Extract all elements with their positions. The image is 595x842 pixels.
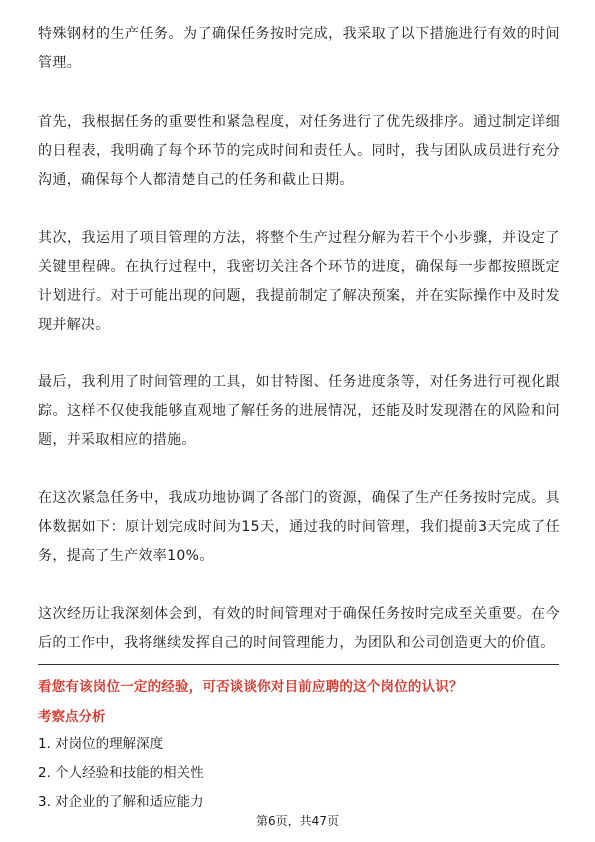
paragraph-conclusion: 这次经历让我深刻体会到，有效的时间管理对于确保任务按时完成至关重要。在今后的工作中，我将继续发挥自己的时间管理能力，为团队和公司创造更大的价值。	[38, 606, 560, 651]
paragraph-second: 其次，我运用了项目管理的方法，将整个生产过程分解为若干个小步骤，并设定了关键里程碑。在执行过程中，我密切关注各个环节的进度，确保每一步都按照既定计划进行。对于可能出现的问题，我提前制定了解决预案，并在实际操作中及时发现并解决。	[38, 230, 560, 333]
list-item: 1. 对岗位的理解深度	[38, 736, 164, 752]
list-item: 2. 个人经验和技能的相关性	[38, 765, 204, 781]
page-number: 第6页，共47页	[256, 814, 339, 828]
paragraph-intro: 特殊钢材的生产任务。为了确保任务按时完成，我采取了以下措施进行有效的时间管理。	[38, 26, 560, 71]
paragraph-results: 在这次紧急任务中，我成功地协调了各部门的资源，确保了生产任务按时完成。具体数据如下：原计划完成时间为15天，通过我的时间管理，我们提前3天完成了任务，提高了生产效率10%。	[38, 490, 560, 564]
analysis-heading: 考察点分析	[38, 709, 106, 725]
section-divider	[38, 664, 559, 665]
interview-question: 看您有该岗位一定的经验，可否谈谈你对目前应聘的这个岗位的认识？	[38, 679, 463, 695]
analysis-list	[38, 730, 204, 817]
paragraph-first: 首先，我根据任务的重要性和紧急程度，对任务进行了优先级排序。通过制定详细的日程表，我明确了每个环节的完成时间和责任人。同时，我与团队成员进行充分沟通，确保每个人都清楚自己的任务和截止日期。	[38, 114, 560, 188]
list-item: 3. 对企业的了解和适应能力	[38, 794, 204, 810]
paragraph-last-measures: 最后，我利用了时间管理的工具，如甘特图、任务进度条等，对任务进行可视化跟踪。这样不仅使我能够直观地了解任务的进展情况，还能及时发现潜在的风险和问题，并采取相应的措施。	[38, 374, 560, 448]
